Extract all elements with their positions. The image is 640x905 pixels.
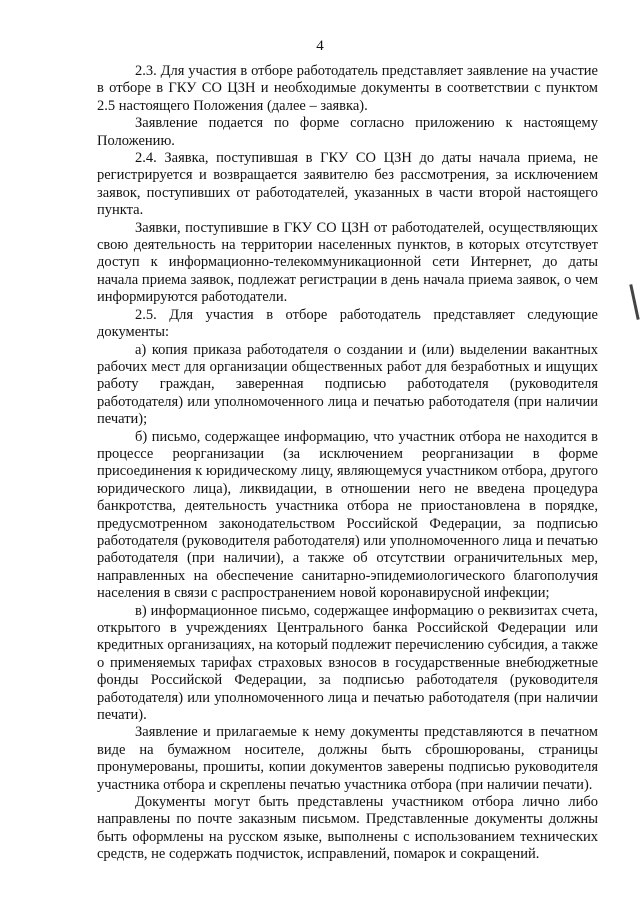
list-item-a: а) копия приказа работодателя о создании и (или) выделении вакантных рабочих мест для организации общественных работ для безработных и ищущих работу граждан, заверенная подписью работодателя (руководителя работодателя) или уполномоченного лица и печатью работодателя (при наличии печати); [97, 341, 598, 428]
list-item-v: в) информационное письмо, содержащее информацию о реквизитах счета, открытого в учреждениях Центрального банка Российской Федерации или кредитных организациях, на который подлежит перечислению субсидия, а также о применяемых тарифах страховых взносов в государственные внебюджетные фонды Российской Федерации, за подписью работодателя (руководителя работодателя) или уполномоченного лица и печатью работодателя (при наличии печати). [97, 602, 598, 724]
paragraph-applications-no-internet: Заявки, поступившие в ГКУ СО ЦЗН от работодателей, осуществляющих свою деятельность на территории населенных пунктов, в которых отсутствует доступ к информационно-телекоммуникационной сети Интернет, до даты начала приема заявок, подлежат регистрации в день начала приема заявок, о чем информируются работодатели. [97, 219, 598, 306]
margin-pen-mark [629, 284, 639, 320]
paragraph-2-5: 2.5. Для участия в отборе работодатель представляет следующие документы: [97, 306, 598, 341]
paragraph-submission-format: Заявление и прилагаемые к нему документы представляются в печатном виде на бумажном носителе, должны быть сброшюрованы, страницы пронумерованы, прошиты, копии документов заверены подписью руководителя участника отбора и скреплены печатью участника отбора (при наличии печати). [97, 724, 598, 793]
document-body [97, 63, 598, 864]
paragraph-application-form: Заявление подается по форме согласно приложению к настоящему Положению. [97, 115, 598, 149]
list-item-b: б) письмо, содержащее информацию, что участник отбора не находится в процессе реорганизации (за исключением реорганизации в форме присоединения к юридическому лицу, являющемуся участником отбора, другого юридического лица), ликвидации, в отношении него не введена процедура банкротства, деятельность участника отбора не приостановлена в порядке, предусмотренном законодательством Российской Федерации, за подписью работодателя (руководителя работодателя) или уполномоченного лица и печатью работодателя (при наличии), а также об отсутствии ограничительных мер, направленных на обеспечение санитарно-эпидемиологического благополучия населения в связи с распространением новой коронавирусной инфекции; [97, 428, 598, 602]
paragraph-2-4: 2.4. Заявка, поступившая в ГКУ СО ЦЗН до даты начала приема, не регистрируется и возвращается заявителю без рассмотрения, за исключением заявок, поступивших от работодателей, указанных в части второй настоящего пункта. [97, 150, 598, 219]
page-number: 4 [316, 38, 324, 54]
paragraph-submission-method: Документы могут быть представлены участником отбора лично либо направлены по почте заказным письмом. Представленные документы должны быть оформлены на русском языке, выполнены с использованием технических средств, не содержать подчисток, исправлений, помарок и сокращений. [97, 794, 598, 863]
paragraph-2-3: 2.3. Для участия в отборе работодатель представляет заявление на участие в отборе в ГКУ СО ЦЗН и необходимые документы в соответствии с пунктом 2.5 настоящего Положения (далее – заявка). [97, 63, 598, 114]
